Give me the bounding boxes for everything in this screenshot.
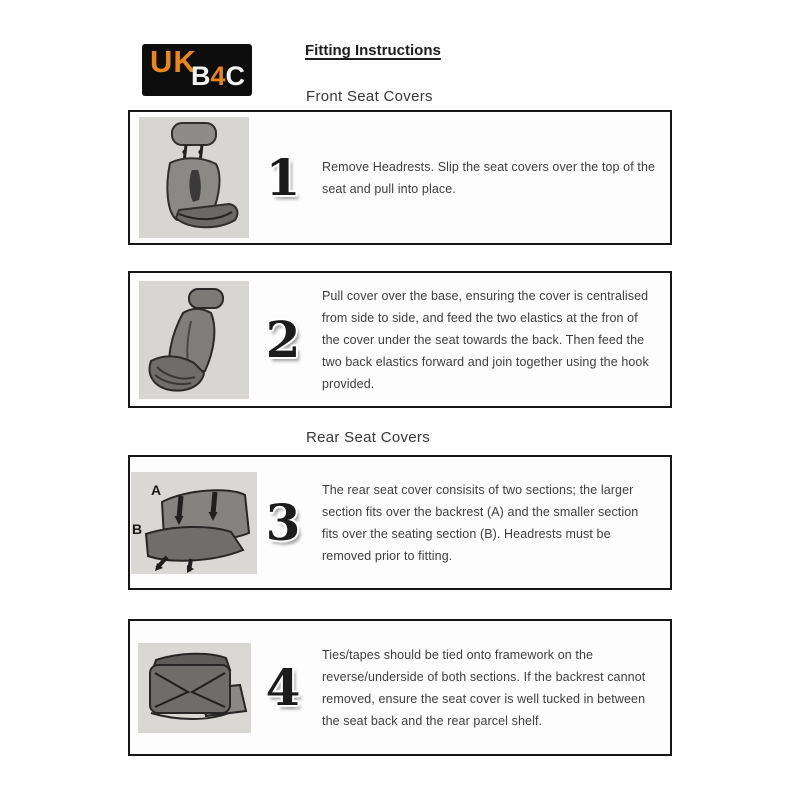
step-2-text-wrap	[308, 279, 670, 401]
step-3-thumbnail	[130, 472, 258, 574]
step-1-text-wrap	[308, 150, 670, 206]
front-seat-with-headrest-illustration	[139, 117, 249, 238]
logo-uk-text: UK	[150, 44, 197, 79]
step-4-text: Ties/tapes should be tied onto framework on the reverse/underside of both sections. If the backrest cannot removed, ensure the seat cover is well tucked in between the seat back and the rear parcel shelf.	[322, 647, 646, 728]
rear-bench-seat-illustration	[131, 472, 257, 574]
step-2-thumbnail	[130, 281, 258, 399]
ukb4c-logo	[142, 44, 252, 96]
step-1-number-wrap	[258, 147, 308, 207]
rear-section-label-a: A	[151, 481, 162, 498]
step-1-box	[128, 110, 672, 245]
step-2-box	[128, 271, 672, 408]
step-3-number: 3	[265, 492, 301, 552]
logo-b4c-text: B4C	[190, 61, 245, 91]
rear-seat-covers-heading: Rear Seat Covers	[306, 429, 431, 446]
step-4-number: 4	[265, 657, 301, 717]
step-1-number: 1	[265, 147, 301, 207]
step-4-text-wrap	[308, 638, 670, 738]
step-2-number: 2	[265, 309, 301, 369]
step-3-number-wrap	[258, 492, 308, 552]
step-1-text: Remove Headrests. Slip the seat covers over the top of the seat and pull into place.	[322, 159, 656, 196]
rear-section-label-b: B	[132, 520, 143, 537]
step-4-box	[128, 619, 672, 756]
page-title: Fitting Instructions	[305, 42, 441, 59]
step-3-text: The rear seat cover consisits of two sections; the larger section fits over the backrest (A) and the smaller section fits over the seating section (B). Headrests must be removed prior to fitting.	[322, 482, 639, 563]
front-seat-covered-illustration	[139, 281, 249, 399]
step-3-text-wrap	[308, 473, 670, 573]
step-2-text: Pull cover over the base, ensuring the cover is centralised from side to side, and feed the two elastics at the fron of the cover under the seat towards the back. Then feed the two back elastics forward and join together using the hook provided.	[322, 288, 649, 391]
step-3-box	[128, 455, 672, 590]
step-2-number-wrap	[258, 309, 308, 369]
rear-cover-sections-folded-illustration	[138, 643, 251, 733]
step-1-thumbnail	[130, 117, 258, 238]
logo-four: 4	[210, 61, 226, 91]
front-seat-covers-heading: Front Seat Covers	[306, 88, 433, 105]
step-4-thumbnail	[130, 643, 258, 733]
step-4-number-wrap	[258, 657, 308, 717]
